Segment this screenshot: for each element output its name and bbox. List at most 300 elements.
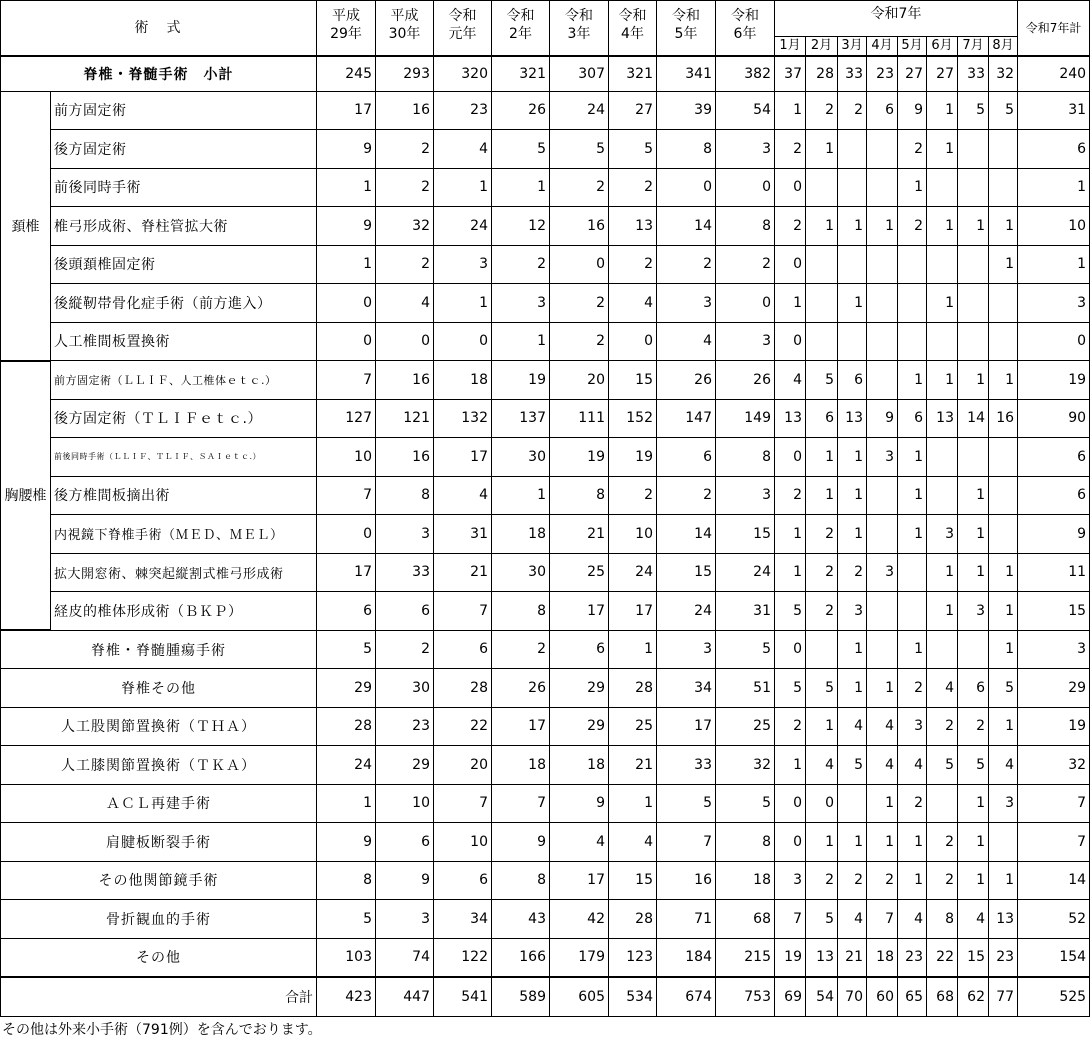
value-cell bbox=[867, 130, 898, 169]
value-cell bbox=[867, 515, 898, 554]
value-cell: 6 bbox=[867, 91, 898, 130]
value-cell: 42 bbox=[550, 900, 609, 939]
value-cell: 2 bbox=[898, 130, 927, 169]
value-cell: 13 bbox=[806, 938, 838, 977]
value-cell bbox=[989, 823, 1018, 862]
value-cell: 3 bbox=[716, 322, 775, 361]
value-cell: 1 bbox=[898, 630, 927, 669]
value-cell: 30 bbox=[376, 669, 434, 708]
table-row bbox=[1, 168, 1090, 207]
header-month: 1月 bbox=[775, 37, 806, 57]
value-cell: 3 bbox=[657, 284, 716, 323]
value-cell: 24 bbox=[317, 746, 376, 785]
subtotal-value: 240 bbox=[1018, 56, 1090, 91]
value-cell bbox=[989, 515, 1018, 554]
value-cell: 3 bbox=[958, 592, 989, 631]
value-cell: 15 bbox=[609, 861, 657, 900]
value-cell: 1 bbox=[434, 284, 492, 323]
header-year: 平成 29年 bbox=[317, 1, 376, 57]
table-row bbox=[1, 515, 1090, 554]
value-cell: 24 bbox=[550, 91, 609, 130]
value-cell: 0 bbox=[775, 823, 806, 862]
value-cell: 1 bbox=[989, 361, 1018, 400]
value-cell: 7 bbox=[317, 361, 376, 400]
value-cell bbox=[958, 630, 989, 669]
procedure-name: 後方椎間板摘出術 bbox=[51, 476, 317, 515]
procedure-name: 内視鏡下脊椎手術（ＭＥＤ、ＭＥＬ） bbox=[51, 515, 317, 554]
value-cell: 13 bbox=[775, 399, 806, 438]
value-cell: 2 bbox=[806, 515, 838, 554]
procedure-name: 脊椎・脊髄腫瘍手術 bbox=[1, 630, 317, 669]
value-cell: 8 bbox=[492, 861, 550, 900]
value-cell: 20 bbox=[550, 361, 609, 400]
category-thoracolumbar: 胸腰椎 bbox=[1, 361, 51, 631]
value-cell: 3 bbox=[838, 592, 867, 631]
value-cell: 184 bbox=[657, 938, 716, 977]
header-year: 令和 3年 bbox=[550, 1, 609, 57]
value-cell: 1 bbox=[806, 707, 838, 746]
value-cell bbox=[927, 784, 958, 823]
value-cell: 19 bbox=[775, 938, 806, 977]
value-cell: 32 bbox=[376, 207, 434, 246]
value-cell: 4 bbox=[806, 746, 838, 785]
table-row bbox=[1, 56, 1090, 91]
value-cell: 7 bbox=[434, 592, 492, 631]
table-row bbox=[1, 245, 1090, 284]
value-cell: 1 bbox=[958, 553, 989, 592]
value-cell: 6 bbox=[317, 592, 376, 631]
value-cell: 14 bbox=[657, 207, 716, 246]
value-cell: 32 bbox=[716, 746, 775, 785]
value-cell: 5 bbox=[838, 746, 867, 785]
value-cell: 0 bbox=[609, 322, 657, 361]
value-cell: 1 bbox=[434, 168, 492, 207]
total-value: 447 bbox=[376, 977, 434, 1017]
value-cell: 2 bbox=[609, 168, 657, 207]
value-cell: 21 bbox=[838, 938, 867, 977]
value-cell: 4 bbox=[657, 322, 716, 361]
subtotal-value: 33 bbox=[838, 56, 867, 91]
value-cell: 5 bbox=[806, 669, 838, 708]
value-cell bbox=[867, 284, 898, 323]
value-cell: 1 bbox=[838, 476, 867, 515]
value-cell: 4 bbox=[898, 900, 927, 939]
value-cell: 1 bbox=[317, 784, 376, 823]
value-cell: 1 bbox=[775, 746, 806, 785]
value-cell: 24 bbox=[609, 553, 657, 592]
value-cell: 5 bbox=[806, 900, 838, 939]
value-cell: 1 bbox=[492, 168, 550, 207]
value-cell: 6 bbox=[434, 630, 492, 669]
value-cell: 26 bbox=[492, 91, 550, 130]
value-cell: 2 bbox=[775, 207, 806, 246]
value-cell: 21 bbox=[434, 553, 492, 592]
value-cell: 1 bbox=[927, 130, 958, 169]
value-cell: 132 bbox=[434, 399, 492, 438]
value-cell bbox=[989, 284, 1018, 323]
value-cell: 1 bbox=[838, 207, 867, 246]
total-value: 541 bbox=[434, 977, 492, 1017]
value-cell: 27 bbox=[609, 91, 657, 130]
table-row bbox=[1, 823, 1090, 862]
total-value: 534 bbox=[609, 977, 657, 1017]
subtotal-value: 321 bbox=[609, 56, 657, 91]
value-cell: 29 bbox=[550, 707, 609, 746]
value-cell: 1 bbox=[989, 245, 1018, 284]
value-cell: 33 bbox=[657, 746, 716, 785]
value-cell: 3 bbox=[434, 245, 492, 284]
value-cell: 18 bbox=[492, 746, 550, 785]
value-cell: 215 bbox=[716, 938, 775, 977]
value-cell: 7 bbox=[317, 476, 376, 515]
value-cell: 2 bbox=[867, 861, 898, 900]
table-row bbox=[1, 284, 1090, 323]
value-cell: 26 bbox=[657, 361, 716, 400]
table-row bbox=[1, 207, 1090, 246]
value-cell: 1 bbox=[989, 592, 1018, 631]
value-cell: 25 bbox=[550, 553, 609, 592]
value-cell: 9 bbox=[492, 823, 550, 862]
subtotal-value: 320 bbox=[434, 56, 492, 91]
value-cell: 1 bbox=[958, 207, 989, 246]
value-cell: 9 bbox=[376, 861, 434, 900]
header-month: 3月 bbox=[838, 37, 867, 57]
value-cell: 6 bbox=[1018, 476, 1090, 515]
value-cell bbox=[989, 130, 1018, 169]
value-cell bbox=[927, 438, 958, 477]
value-cell: 19 bbox=[1018, 361, 1090, 400]
value-cell: 8 bbox=[927, 900, 958, 939]
value-cell: 2 bbox=[775, 476, 806, 515]
value-cell: 2 bbox=[838, 861, 867, 900]
procedure-name: 人工膝関節置換術（ＴＫＡ） bbox=[1, 746, 317, 785]
value-cell: 8 bbox=[716, 438, 775, 477]
table-row bbox=[1, 553, 1090, 592]
value-cell: 4 bbox=[609, 823, 657, 862]
value-cell: 28 bbox=[434, 669, 492, 708]
value-cell bbox=[958, 168, 989, 207]
value-cell: 1 bbox=[989, 630, 1018, 669]
value-cell: 3 bbox=[376, 900, 434, 939]
value-cell: 9 bbox=[867, 399, 898, 438]
value-cell: 2 bbox=[898, 784, 927, 823]
header-year: 令和 4年 bbox=[609, 1, 657, 57]
value-cell: 1 bbox=[867, 784, 898, 823]
value-cell: 29 bbox=[317, 669, 376, 708]
subtotal-label: 脊椎・脊髄手術 小計 bbox=[1, 56, 317, 91]
subtotal-value: 341 bbox=[657, 56, 716, 91]
value-cell: 2 bbox=[376, 630, 434, 669]
value-cell: 1 bbox=[806, 130, 838, 169]
value-cell bbox=[867, 476, 898, 515]
header-month: 8月 bbox=[989, 37, 1018, 57]
header-year: 令和 6年 bbox=[716, 1, 775, 57]
header-month: 6月 bbox=[927, 37, 958, 57]
value-cell bbox=[958, 322, 989, 361]
value-cell: 1 bbox=[927, 592, 958, 631]
value-cell: 1 bbox=[958, 476, 989, 515]
value-cell: 1 bbox=[806, 823, 838, 862]
value-cell: 8 bbox=[716, 207, 775, 246]
value-cell: 0 bbox=[775, 168, 806, 207]
value-cell: 121 bbox=[376, 399, 434, 438]
total-value: 60 bbox=[867, 977, 898, 1017]
header-r7-total: 令和7年計 bbox=[1018, 1, 1090, 57]
table-row bbox=[1, 938, 1090, 977]
header-r7-group: 令和7年 bbox=[775, 1, 1018, 37]
value-cell: 4 bbox=[867, 746, 898, 785]
value-cell: 16 bbox=[657, 861, 716, 900]
value-cell: 24 bbox=[434, 207, 492, 246]
value-cell: 6 bbox=[898, 399, 927, 438]
value-cell: 154 bbox=[1018, 938, 1090, 977]
subtotal-value: 245 bbox=[317, 56, 376, 91]
value-cell: 7 bbox=[492, 784, 550, 823]
value-cell: 52 bbox=[1018, 900, 1090, 939]
value-cell: 28 bbox=[609, 669, 657, 708]
procedure-name: 椎弓形成術、脊柱管拡大術 bbox=[51, 207, 317, 246]
value-cell: 0 bbox=[806, 784, 838, 823]
header-month: 7月 bbox=[958, 37, 989, 57]
value-cell: 25 bbox=[609, 707, 657, 746]
value-cell bbox=[838, 168, 867, 207]
value-cell: 25 bbox=[716, 707, 775, 746]
value-cell: 29 bbox=[1018, 669, 1090, 708]
value-cell: 1 bbox=[806, 207, 838, 246]
value-cell: 5 bbox=[492, 130, 550, 169]
value-cell: 21 bbox=[550, 515, 609, 554]
value-cell: 1 bbox=[958, 361, 989, 400]
table-row bbox=[1, 977, 1090, 1017]
value-cell: 1 bbox=[927, 207, 958, 246]
value-cell bbox=[898, 284, 927, 323]
procedure-name: 肩腱板断裂手術 bbox=[1, 823, 317, 862]
value-cell bbox=[927, 168, 958, 207]
procedure-name: 前後同時手術 bbox=[51, 168, 317, 207]
value-cell: 5 bbox=[989, 91, 1018, 130]
value-cell: 0 bbox=[317, 322, 376, 361]
value-cell: 6 bbox=[376, 592, 434, 631]
value-cell: 1 bbox=[838, 515, 867, 554]
value-cell: 3 bbox=[1018, 284, 1090, 323]
value-cell: 15 bbox=[1018, 592, 1090, 631]
value-cell: 19 bbox=[1018, 707, 1090, 746]
value-cell: 16 bbox=[376, 438, 434, 477]
subtotal-value: 32 bbox=[989, 56, 1018, 91]
value-cell: 4 bbox=[838, 900, 867, 939]
value-cell: 3 bbox=[775, 861, 806, 900]
value-cell: 5 bbox=[775, 669, 806, 708]
value-cell: 10 bbox=[1018, 207, 1090, 246]
value-cell: 137 bbox=[492, 399, 550, 438]
value-cell: 29 bbox=[550, 669, 609, 708]
value-cell: 23 bbox=[898, 938, 927, 977]
value-cell: 20 bbox=[434, 746, 492, 785]
value-cell: 4 bbox=[958, 900, 989, 939]
value-cell: 7 bbox=[1018, 823, 1090, 862]
value-cell: 14 bbox=[657, 515, 716, 554]
value-cell: 2 bbox=[898, 207, 927, 246]
value-cell: 31 bbox=[434, 515, 492, 554]
value-cell bbox=[927, 476, 958, 515]
value-cell: 17 bbox=[550, 861, 609, 900]
value-cell: 17 bbox=[317, 91, 376, 130]
value-cell: 15 bbox=[716, 515, 775, 554]
value-cell: 6 bbox=[434, 861, 492, 900]
value-cell: 1 bbox=[775, 553, 806, 592]
value-cell bbox=[806, 630, 838, 669]
value-cell: 6 bbox=[1018, 130, 1090, 169]
value-cell: 2 bbox=[958, 707, 989, 746]
category-cervical: 頚椎 bbox=[1, 91, 51, 361]
table-row bbox=[1, 669, 1090, 708]
value-cell: 4 bbox=[927, 669, 958, 708]
value-cell: 1 bbox=[927, 361, 958, 400]
value-cell: 3 bbox=[867, 553, 898, 592]
value-cell: 54 bbox=[716, 91, 775, 130]
procedure-name: 骨折観血的手術 bbox=[1, 900, 317, 939]
value-cell: 39 bbox=[657, 91, 716, 130]
value-cell: 6 bbox=[838, 361, 867, 400]
total-value: 423 bbox=[317, 977, 376, 1017]
value-cell: 13 bbox=[609, 207, 657, 246]
value-cell: 2 bbox=[806, 91, 838, 130]
value-cell bbox=[989, 322, 1018, 361]
value-cell: 17 bbox=[609, 592, 657, 631]
value-cell: 2 bbox=[775, 707, 806, 746]
value-cell: 1 bbox=[838, 438, 867, 477]
procedure-name: 人工椎間板置換術 bbox=[51, 322, 317, 361]
value-cell: 9 bbox=[550, 784, 609, 823]
value-cell: 5 bbox=[806, 361, 838, 400]
value-cell: 28 bbox=[609, 900, 657, 939]
value-cell: 18 bbox=[716, 861, 775, 900]
value-cell: 4 bbox=[838, 707, 867, 746]
value-cell: 7 bbox=[867, 900, 898, 939]
value-cell: 2 bbox=[716, 245, 775, 284]
table-row bbox=[1, 630, 1090, 669]
procedure-name: 経皮的椎体形成術（ＢＫＰ） bbox=[51, 592, 317, 631]
table-row bbox=[1, 91, 1090, 130]
value-cell bbox=[867, 245, 898, 284]
value-cell: 1 bbox=[1018, 168, 1090, 207]
value-cell: 4 bbox=[434, 476, 492, 515]
value-cell: 1 bbox=[1018, 245, 1090, 284]
value-cell: 5 bbox=[317, 630, 376, 669]
value-cell: 18 bbox=[550, 746, 609, 785]
value-cell bbox=[867, 361, 898, 400]
value-cell: 152 bbox=[609, 399, 657, 438]
value-cell: 1 bbox=[958, 784, 989, 823]
value-cell: 4 bbox=[989, 746, 1018, 785]
value-cell: 5 bbox=[989, 669, 1018, 708]
table-row bbox=[1, 746, 1090, 785]
header-year: 令和 元年 bbox=[434, 1, 492, 57]
value-cell: 0 bbox=[376, 322, 434, 361]
value-cell: 1 bbox=[867, 207, 898, 246]
value-cell: 2 bbox=[927, 861, 958, 900]
value-cell: 7 bbox=[1018, 784, 1090, 823]
value-cell: 10 bbox=[317, 438, 376, 477]
value-cell: 9 bbox=[317, 130, 376, 169]
value-cell: 2 bbox=[806, 553, 838, 592]
subtotal-value: 27 bbox=[898, 56, 927, 91]
value-cell: 1 bbox=[609, 784, 657, 823]
value-cell: 5 bbox=[775, 592, 806, 631]
value-cell: 1 bbox=[492, 322, 550, 361]
value-cell: 33 bbox=[376, 553, 434, 592]
value-cell: 17 bbox=[492, 707, 550, 746]
value-cell: 7 bbox=[657, 823, 716, 862]
value-cell: 31 bbox=[716, 592, 775, 631]
value-cell: 0 bbox=[775, 784, 806, 823]
value-cell: 4 bbox=[376, 284, 434, 323]
total-value: 68 bbox=[927, 977, 958, 1017]
value-cell: 3 bbox=[927, 515, 958, 554]
value-cell: 3 bbox=[657, 630, 716, 669]
table-row bbox=[1, 900, 1090, 939]
value-cell: 166 bbox=[492, 938, 550, 977]
value-cell: 1 bbox=[898, 168, 927, 207]
value-cell: 5 bbox=[958, 91, 989, 130]
value-cell: 1 bbox=[989, 861, 1018, 900]
value-cell bbox=[958, 284, 989, 323]
value-cell: 1 bbox=[989, 207, 1018, 246]
procedure-name: 脊椎その他 bbox=[1, 669, 317, 708]
value-cell: 15 bbox=[609, 361, 657, 400]
value-cell: 2 bbox=[806, 592, 838, 631]
value-cell: 74 bbox=[376, 938, 434, 977]
value-cell: 2 bbox=[376, 245, 434, 284]
value-cell: 5 bbox=[657, 784, 716, 823]
value-cell: 4 bbox=[609, 284, 657, 323]
value-cell: 1 bbox=[806, 438, 838, 477]
value-cell: 5 bbox=[550, 130, 609, 169]
total-value: 70 bbox=[838, 977, 867, 1017]
value-cell: 1 bbox=[958, 823, 989, 862]
value-cell bbox=[806, 322, 838, 361]
value-cell: 71 bbox=[657, 900, 716, 939]
value-cell: 2 bbox=[838, 91, 867, 130]
value-cell: 4 bbox=[550, 823, 609, 862]
value-cell bbox=[989, 476, 1018, 515]
total-value: 589 bbox=[492, 977, 550, 1017]
value-cell: 1 bbox=[317, 245, 376, 284]
value-cell: 6 bbox=[958, 669, 989, 708]
subtotal-value: 27 bbox=[927, 56, 958, 91]
value-cell: 18 bbox=[492, 515, 550, 554]
value-cell: 2 bbox=[609, 245, 657, 284]
value-cell: 179 bbox=[550, 938, 609, 977]
value-cell: 3 bbox=[989, 784, 1018, 823]
value-cell: 13 bbox=[838, 399, 867, 438]
value-cell: 2 bbox=[550, 284, 609, 323]
value-cell: 0 bbox=[550, 245, 609, 284]
value-cell: 1 bbox=[838, 669, 867, 708]
value-cell: 31 bbox=[1018, 91, 1090, 130]
value-cell bbox=[989, 168, 1018, 207]
value-cell: 19 bbox=[492, 361, 550, 400]
procedure-name: 前方固定術 bbox=[51, 91, 317, 130]
value-cell: 1 bbox=[898, 361, 927, 400]
table-row bbox=[1, 592, 1090, 631]
value-cell: 7 bbox=[434, 784, 492, 823]
value-cell bbox=[989, 438, 1018, 477]
value-cell bbox=[838, 245, 867, 284]
value-cell: 3 bbox=[492, 284, 550, 323]
value-cell: 5 bbox=[716, 784, 775, 823]
value-cell: 17 bbox=[317, 553, 376, 592]
